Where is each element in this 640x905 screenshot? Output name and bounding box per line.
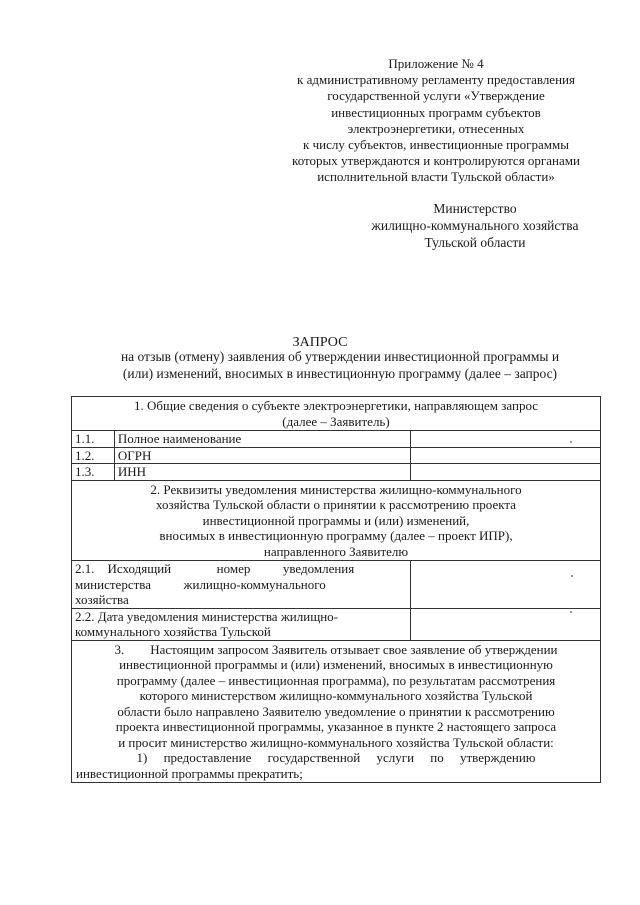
- row-number: 1.1.: [72, 431, 115, 448]
- section-2-header-line: инвестиционной программы и (или) изменений,: [202, 512, 470, 528]
- request-form-table: [71, 396, 601, 783]
- request-subtitle: [80, 349, 600, 382]
- section-2-header-line: направленного Заявителю: [263, 543, 409, 559]
- addressee-block: [340, 200, 610, 251]
- notice-number-label-line: министерства жилищно-коммунального: [75, 576, 326, 592]
- notice-number-label-line: хозяйства: [75, 592, 129, 607]
- scan-speck: [570, 611, 572, 613]
- section-2-header-line: вносимых в инвестиционную программу (далее – проект ИПР),: [159, 528, 513, 543]
- row-label-inn: ИНН: [114, 464, 410, 481]
- section-2-header-line: хозяйства Тульской области о принятии к рассмотрению проекта: [156, 497, 516, 512]
- inn-field[interactable]: [410, 464, 600, 481]
- row-label-ogrn: ОГРН: [114, 447, 410, 464]
- section-3-statement: [72, 640, 601, 783]
- full-name-field[interactable]: [410, 431, 600, 448]
- request-title: ЗАПРОС: [292, 335, 348, 350]
- section-1-header: [72, 397, 601, 431]
- section-1-header-line: (далее – Заявитель): [282, 413, 390, 429]
- subtitle-line: (или) изменений, вносимых в инвестиционную программу (далее – запрос): [122, 365, 558, 381]
- appendix-line: электроэнергетики, отнесенных: [347, 120, 525, 136]
- notice-date-label-line: коммунального хозяйства Тульской: [75, 624, 271, 639]
- row-number: 1.3.: [72, 464, 115, 481]
- table-row: [72, 561, 601, 609]
- section-1-header-line: 1. Общие сведения о субъекте электроэнергетики, направляющем запрос: [133, 398, 539, 413]
- appendix-line: которых утверждаются и контролируются органами: [292, 153, 580, 169]
- appendix-line: к административному регламенту предоставления: [297, 72, 575, 88]
- appendix-reference: [268, 56, 604, 186]
- notice-date-label-line: 2.2. Дата уведомления министерства жилищно-: [75, 608, 339, 624]
- appendix-line: государственной услуги «Утверждение: [327, 88, 545, 104]
- section-3-line: и просит министерство жилищно-коммунального хозяйства Тульской области:: [118, 734, 554, 750]
- addressee-line: Министерство: [433, 201, 517, 216]
- addressee-line: Тульской области: [424, 235, 526, 250]
- table-row: [72, 447, 601, 464]
- section-3-item-1-cont: инвестиционной программы прекратить;: [76, 765, 303, 781]
- appendix-line: к числу субъектов, инвестиционные программы: [303, 137, 569, 153]
- table-row: [72, 431, 601, 448]
- section-3-line: программу (далее – инвестиционная программа), по результатам рассмотрения: [116, 672, 556, 688]
- row-label-notice-number: [72, 561, 411, 609]
- subtitle-line: на отзыв (отмену) заявления об утверждении инвестиционной программы и: [120, 349, 560, 364]
- section-3-line: области было направлено Заявителю уведомление о принятии к рассмотрению: [117, 703, 555, 719]
- table-row: [72, 608, 601, 640]
- appendix-line: Приложение № 4: [388, 56, 484, 71]
- ogrn-field[interactable]: [410, 447, 600, 464]
- notice-number-field[interactable]: [410, 561, 600, 609]
- notice-date-field[interactable]: [410, 608, 600, 640]
- section-3-item-1: 1) предоставление государственной услуги по утверждению: [136, 750, 536, 765]
- appendix-line: инвестиционных программ субъектов: [331, 104, 541, 120]
- notice-number-label-line: 2.1. Исходящий номер уведомления: [75, 561, 355, 576]
- row-number: 1.2.: [72, 447, 115, 464]
- appendix-line: исполнительной власти Тульской области»: [317, 169, 555, 185]
- row-label-full-name: Полное наименование: [114, 431, 410, 448]
- section-3-line: 3. Настоящим запросом Заявитель отзывает свое заявление об утверждении: [114, 641, 558, 657]
- section-3-line: которого министерством жилищно-коммунального хозяйства Тульской: [139, 688, 533, 703]
- section-3-line: проекта инвестиционной программы, указанное в пункте 2 настоящего запроса: [115, 719, 557, 734]
- row-label-notice-date: [72, 608, 411, 640]
- section-2-header-line: 2. Реквизиты уведомления министерства жилищно-коммунального: [150, 481, 522, 497]
- section-2-header: [72, 480, 601, 561]
- scan-speck: [570, 441, 572, 443]
- addressee-line: жилищно-коммунального хозяйства: [371, 218, 579, 233]
- section-3-line: инвестиционной программы и (или) изменений, вносимых в инвестиционную: [119, 657, 553, 672]
- scan-speck: [571, 575, 573, 577]
- table-row: [72, 464, 601, 481]
